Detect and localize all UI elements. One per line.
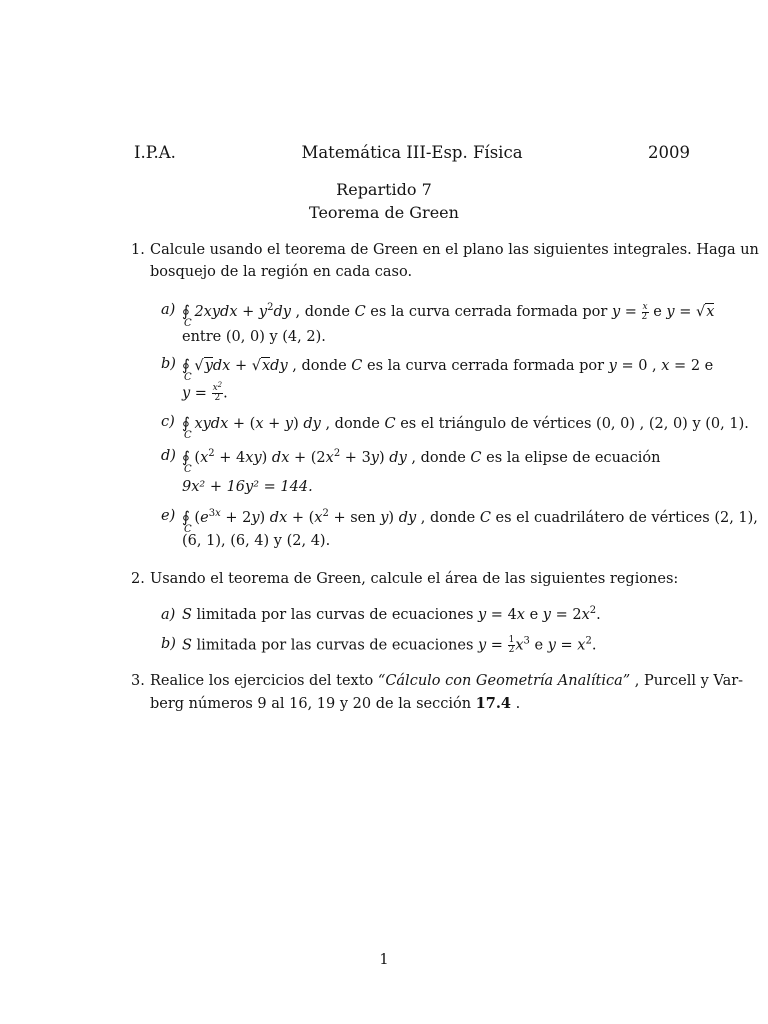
year-label: 2009 — [648, 143, 690, 162]
item-2a-label: a) — [161, 607, 176, 623]
item-2a-text: S limitada por las curvas de ecuaciones y = 4x e $y = 2x^2$. — [182, 605, 601, 623]
item-1c-contour-sub: C — [184, 430, 192, 441]
item-1d-label: d) — [161, 448, 176, 464]
item-1e-label: e) — [161, 508, 176, 524]
item-2b-label: b) — [161, 636, 176, 652]
question-3-line2-pre: berg números 9 al 16, 19 y 20 de la sección — [150, 696, 472, 712]
item-1c-integral: ∮ xydx + (x + y) dy , donde C es el triángulo de vértices (0, 0) , (2, 0) y (0, 1). — [182, 414, 749, 432]
item-1e-contour-sub: C — [184, 524, 192, 535]
section-number: 17.4 — [475, 695, 511, 712]
worksheet-subtitle: Teorema de Green — [309, 203, 459, 222]
question-3-text-pre: Realice los ejercicios del texto — [150, 673, 374, 689]
item-1d-integral: ∮ $(x^2 + 4xy)$ dx + $(2x^2 + 3y)$ dy , donde C es la elipse de ecuación — [182, 448, 661, 466]
page-number: 1 — [379, 952, 389, 968]
item-1b-text-line2: y = $\frac{x^2}{2}$ . — [182, 381, 228, 403]
item-1e-integral: ∮ $(e^{3x} + 2y)$ dx + ($x^2$ + sen y) dy , donde C es el cuadrilátero de vértices (2, 1), — [182, 508, 758, 526]
item-1b-contour-sub: C — [184, 372, 192, 383]
book-title: “Cálculo con Geometría Analítica” — [377, 673, 631, 689]
item-1b-label: b) — [161, 356, 176, 372]
worksheet-title: Repartido 7 — [336, 180, 432, 199]
question-3-text-post: , Purcell y Var- — [634, 673, 744, 689]
question-3-text-line1 — [150, 673, 744, 689]
question-3-line2-post: . — [515, 696, 521, 712]
question-1-text-line1: Calcule usando el teorema de Green en el plano las siguientes integrales. Haga un — [150, 242, 759, 258]
item-1e-text-line2: (6, 1), (6, 4) y (2, 4). — [182, 533, 331, 549]
item-1a-contour-sub: C — [184, 318, 192, 329]
page-header — [134, 143, 690, 167]
item-1d-contour-sub: C — [184, 464, 192, 475]
institution-label: I.P.A. — [134, 143, 176, 162]
question-1-text-line2: bosquejo de la región en cada caso. — [150, 264, 413, 280]
course-title: Matemática III-Esp. Física — [301, 143, 523, 162]
question-2-text: Usando el teorema de Green, calcule el área de las siguientes regiones: — [150, 571, 679, 587]
item-1b-integral: ∮ √ydx + √xdy , donde C es la curva cerrada formada por y = 0 , x = 2 e — [182, 356, 714, 374]
question-2-number: 2. — [131, 571, 145, 587]
item-1a-label: a) — [161, 302, 176, 318]
item-1d-text-line2: 9x² + 16y² = 144. — [182, 479, 313, 495]
question-3-number: 3. — [131, 673, 145, 689]
question-1-number: 1. — [131, 242, 145, 258]
item-1a-text-line2: entre (0, 0) y (4, 2). — [182, 329, 326, 345]
question-3-text-line2 — [150, 695, 520, 712]
item-1a-integral: ∮ 2xydx + $y^2dy$ , donde C es la curva cerrada formada por y = $\frac{x}{2}$ e y = √x — [182, 301, 715, 322]
item-2b-text: S limitada por las curvas de ecuaciones y = $\frac{1}{2}$ $x^3$ e $y = x^2$. — [182, 635, 597, 655]
item-1c-label: c) — [161, 414, 175, 430]
